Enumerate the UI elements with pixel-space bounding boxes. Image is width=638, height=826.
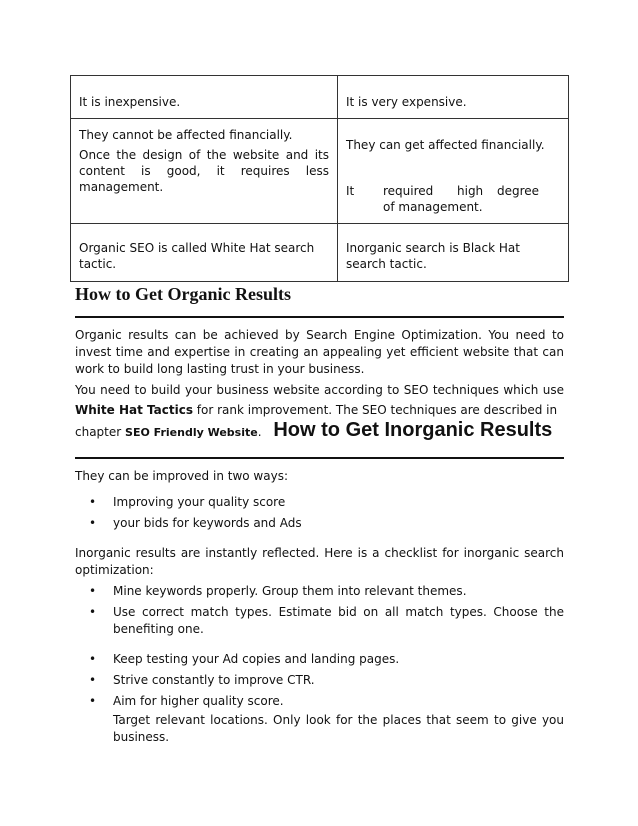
trailing-paragraph: Target relevant locations. Only look for the places that seem to give you business. [113,713,564,744]
list-item: • your bids for keywords and Ads [89,516,302,530]
list-item: • Use correct match types. Estimate bid on all match types. Choose the benefiting one. [89,605,564,636]
organic-paragraph-2: You need to build your business website according to SEO techniques which use White Hat Tactics for rank improvement. The SEO techniques are described in [75,383,564,417]
list-item: • Strive constantly to improve CTR. [89,673,315,687]
chapter-line: chapter SEO Friendly Website. How to Get Inorganic Results [75,419,553,441]
checklist-intro: Inorganic results are instantly reflected. Here is a checklist for inorganic search optimization: [75,546,564,577]
table-cell-inorganic: It is very expensive. [338,76,569,119]
inorganic-intro: They can be improved in two ways: [75,469,288,483]
list-item: • Aim for higher quality score. [89,694,284,708]
cell-text: Once the design of the website and its content is good, it requires less management. [79,148,329,194]
chapter-reference: SEO Friendly Website [125,426,258,439]
cell-text: of management. [383,200,483,214]
inorganic-heading: How to Get Inorganic Results [273,419,553,441]
cell-text: They can get affected financially. [346,138,545,152]
table-cell-organic: Organic SEO is called White Hat search tactic. [71,224,338,282]
organic-heading: How to Get Organic Results [75,284,291,304]
list-item: • Improving your quality score [89,495,286,509]
comparison-table [70,75,569,282]
table-cell-inorganic [338,119,569,224]
table-cell-organic [71,119,338,224]
list-item: • Mine keywords properly. Group them into relevant themes. [89,584,467,598]
table-row [71,76,569,119]
ways-list [75,494,564,532]
heading-rule [75,316,564,318]
checklist [75,583,564,714]
table-row [71,119,569,224]
organic-paragraph: Organic results can be achieved by Search Engine Optimization. You need to invest time and expertise in creating an appealing yet efficient website that can work to build long lasting trust in your business. [75,328,564,376]
heading-rule [75,457,564,459]
cell-text-spaced: It required high degree [346,184,540,198]
list-item: • Keep testing your Ad copies and landing pages. [89,652,400,666]
table-cell-organic: It is inexpensive. [71,76,338,119]
table-row [71,224,569,282]
table-cell-inorganic: Inorganic search is Black Hat search tactic. [338,224,569,282]
cell-text: They cannot be affected financially. [79,128,293,142]
